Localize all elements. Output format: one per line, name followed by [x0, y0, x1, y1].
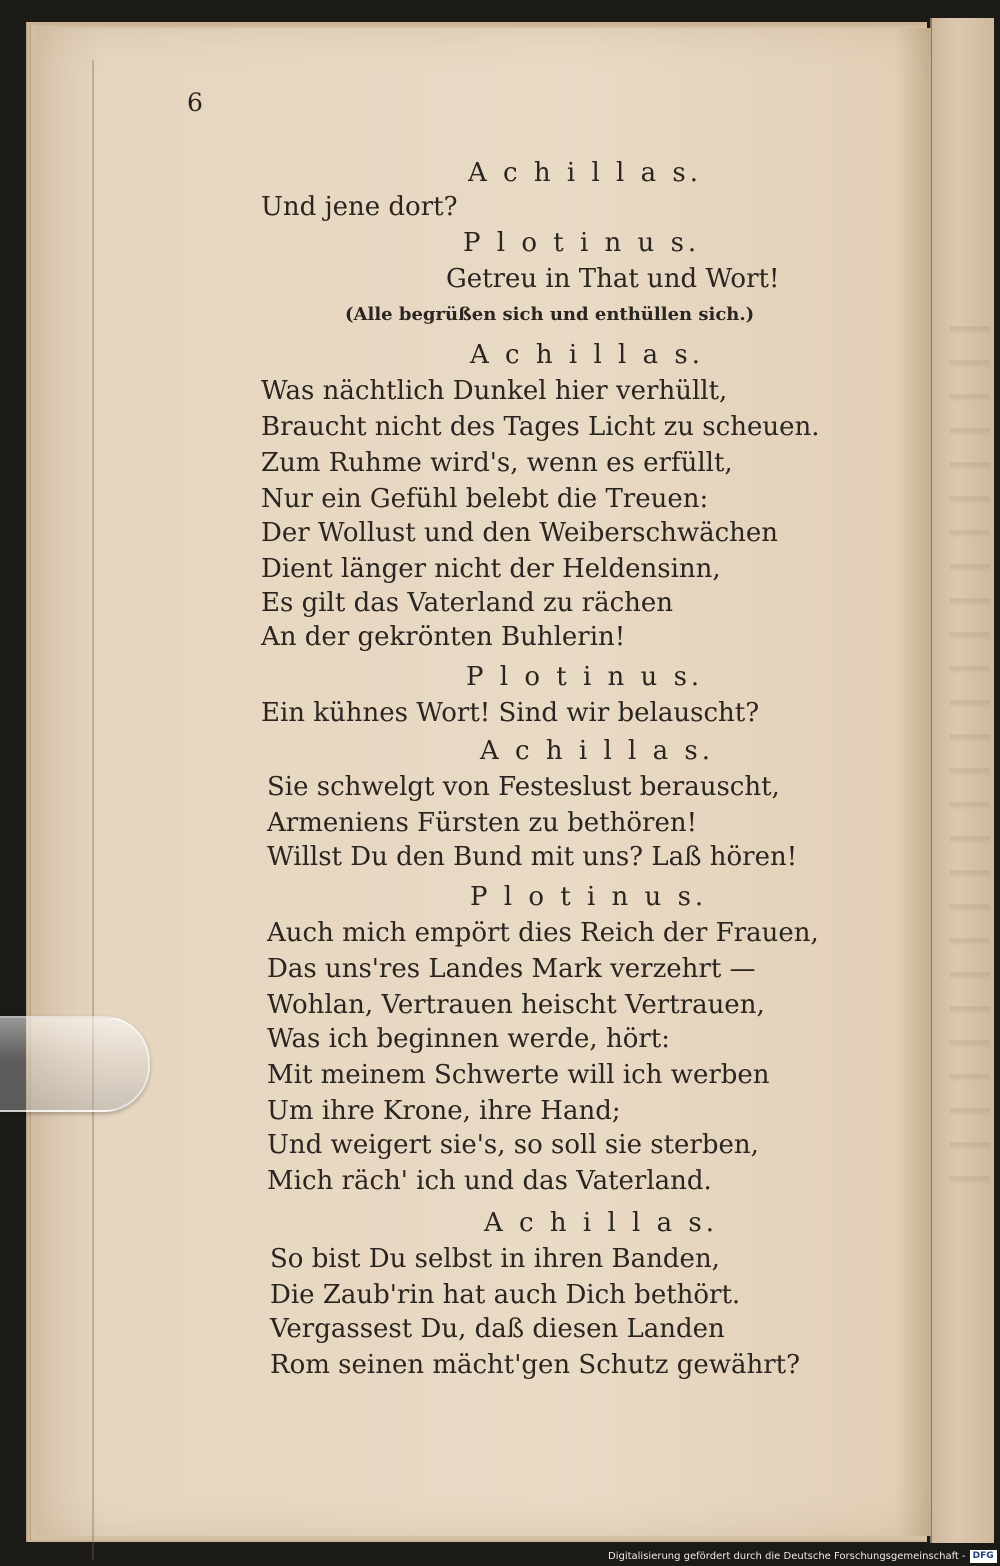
glass-page-clip: [0, 1016, 150, 1112]
speaker-name: P l o t i n u s.: [466, 662, 704, 692]
speaker-name: P l o t i n u s.: [463, 228, 701, 258]
speaker-name: A c h i l l a s.: [470, 340, 704, 370]
verse-line: Rom seinen mächt'gen Schutz gewährt?: [270, 1350, 801, 1380]
page-fold-line: [92, 60, 94, 1560]
verse-line: Braucht nicht des Tages Licht zu scheuen.: [261, 412, 820, 442]
verse-line: Ein kühnes Wort! Sind wir belauscht?: [261, 698, 760, 728]
speaker-name: A c h i l l a s.: [468, 158, 702, 188]
dfg-logo: DFG: [970, 1550, 997, 1563]
verse-line: Getreu in That und Wort!: [446, 264, 780, 294]
page-number: 6: [187, 88, 203, 117]
speaker-name: P l o t i n u s.: [470, 882, 708, 912]
speaker-name: A c h i l l a s.: [480, 736, 714, 766]
verse-line: Dient länger nicht der Heldensinn,: [261, 554, 721, 584]
verse-line: Nur ein Gefühl belebt die Treuen:: [261, 484, 709, 514]
speaker-name: A c h i l l a s.: [484, 1208, 718, 1238]
verse-line: Zum Ruhme wird's, wenn es erfüllt,: [261, 448, 733, 478]
verse-line: Es gilt das Vaterland zu rächen: [261, 588, 674, 618]
footer-credit: Digitalisierung gefördert durch die Deutsche Forschungsgemeinschaft -: [608, 1550, 966, 1562]
verse-line: Armeniens Fürsten zu bethören!: [267, 808, 698, 838]
verse-line: So bist Du selbst in ihren Banden,: [270, 1244, 720, 1274]
verse-line: Wohlan, Vertrauen heischt Vertrauen,: [267, 990, 765, 1020]
verse-line: Der Wollust und den Weiberschwächen: [261, 518, 779, 548]
verse-line: Mich räch' ich und das Vaterland.: [267, 1166, 712, 1196]
verse-line: Vergassest Du, daß diesen Landen: [270, 1314, 725, 1344]
verse-line: Und weigert sie's, so soll sie sterben,: [267, 1130, 759, 1160]
verse-line: Das uns'res Landes Mark verzehrt —: [267, 954, 756, 984]
verse-line: Was nächtlich Dunkel hier verhüllt,: [261, 376, 728, 406]
verse-line: Willst Du den Bund mit uns? Laß hören!: [267, 842, 798, 872]
digitization-footer: [608, 1548, 997, 1564]
verse-line: Sie schwelgt von Festeslust berauscht,: [267, 772, 780, 802]
bleed-through-text: [950, 300, 990, 1200]
verse-line: An der gekrönten Buhlerin!: [261, 622, 626, 652]
verse-line: Um ihre Krone, ihre Hand;: [267, 1096, 621, 1126]
verse-line: Auch mich empört dies Reich der Frauen,: [267, 918, 819, 948]
verse-line: Und jene dort?: [261, 192, 458, 222]
verse-line: Was ich beginnen werde, hört:: [267, 1024, 670, 1054]
verse-line: Mit meinem Schwerte will ich werben: [267, 1060, 770, 1090]
verse-line: Die Zaub'rin hat auch Dich bethört.: [270, 1280, 741, 1310]
stage-direction: (Alle begrüßen sich und enthüllen sich.): [345, 304, 755, 325]
